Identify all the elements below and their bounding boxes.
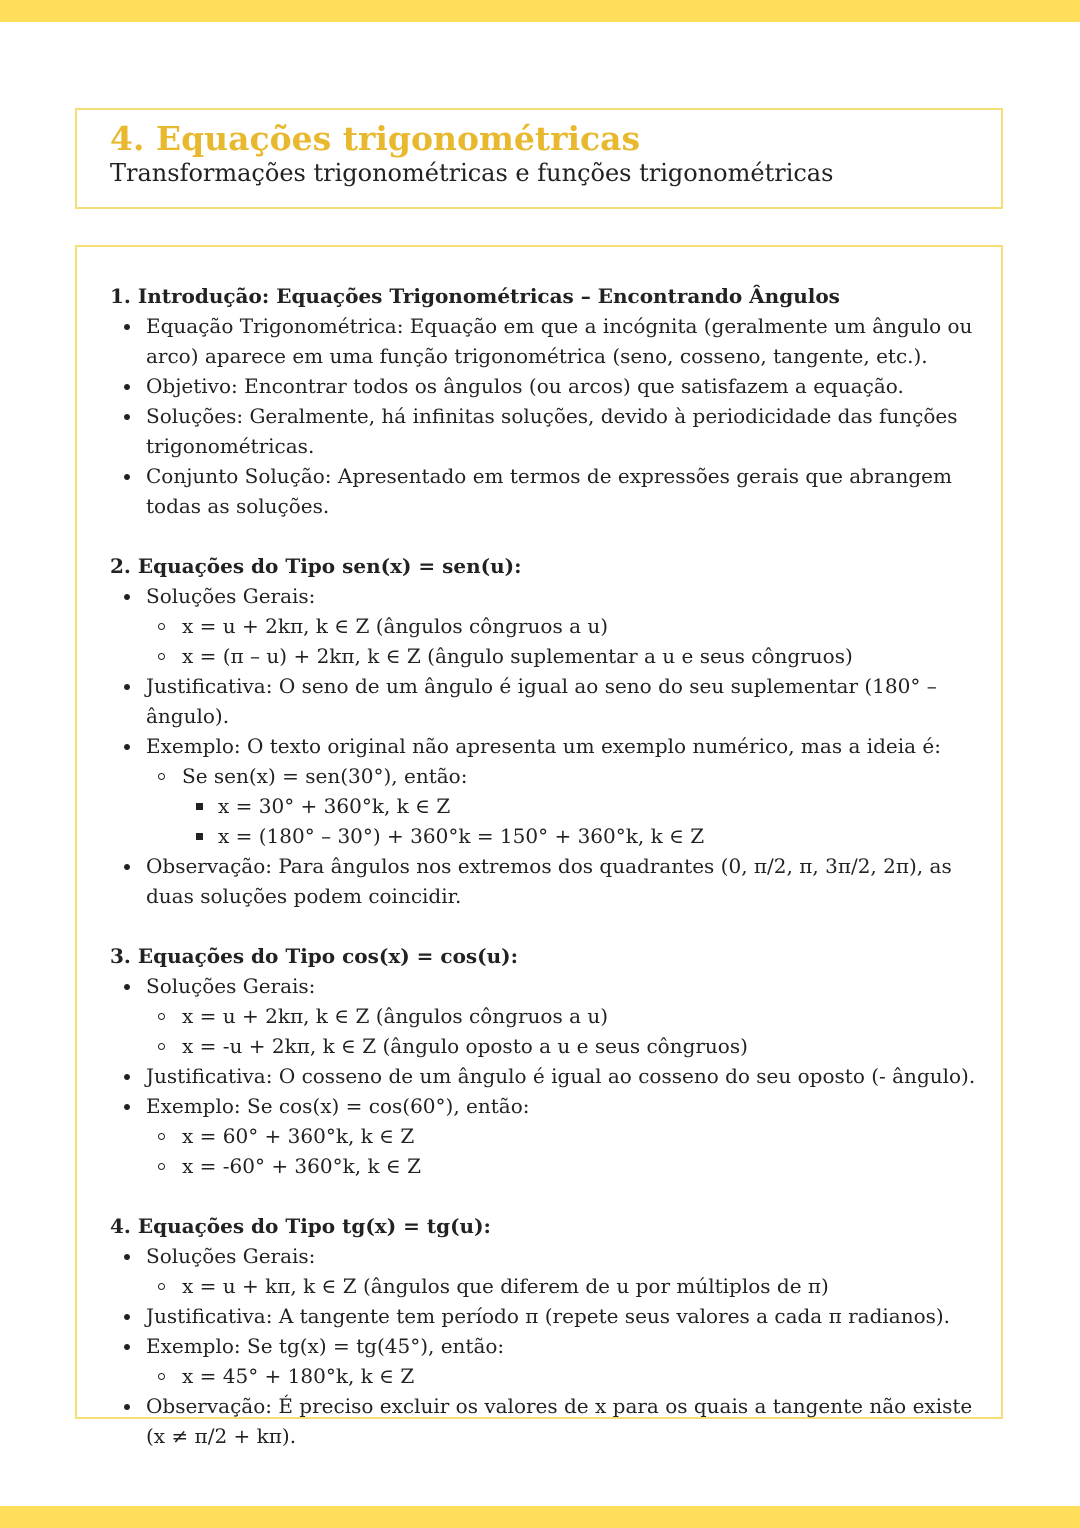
section-heading: 3. Equações do Tipo cos(x) = cos(u): [110,944,519,968]
list-item: Objetivo: Encontrar todos os ângulos (ou arcos) que satisfazem a equação. [110,371,977,401]
sub-list-item: x = u + 2kπ, k ∈ Z (ângulos côngruos a u) [146,611,977,641]
sub-sub-list-item: x = (180° – 30°) + 360°k = 150° + 360°k, k ∈ Z [182,821,977,851]
list-item: Justificativa: O seno de um ângulo é igual ao seno do seu suplementar (180° – ângulo). [110,671,977,731]
list-item-text: Soluções Gerais: [146,1244,316,1268]
section-cosine-equations [110,941,977,1181]
bullet-list [110,971,977,1181]
list-item-text: Exemplo: O texto original não apresenta um exemplo numérico, mas a ideia é: [146,734,942,758]
content-box [75,245,1003,1448]
list-item: Justificativa: O cosseno de um ângulo é igual ao cosseno do seu oposto (- ângulo). [110,1061,977,1091]
list-item [110,1241,977,1301]
sub-list [146,1271,977,1301]
sub-list-item: x = -u + 2kπ, k ∈ Z (ângulo oposto a u e seus côngruos) [146,1031,977,1061]
list-item-text: Exemplo: Se tg(x) = tg(45°), então: [146,1334,505,1358]
top-accent-bar [0,0,1080,22]
sub-list-item: x = -60° + 360°k, k ∈ Z [146,1151,977,1181]
sub-list-item: x = (π – u) + 2kπ, k ∈ Z (ângulo suplementar a u e seus côngruos) [146,641,977,671]
list-item: Conjunto Solução: Apresentado em termos de expressões gerais que abrangem todas as soluções. [110,461,977,521]
bullet-list [110,1241,977,1451]
list-item [110,581,977,671]
list-item [110,731,977,851]
section-tangent-equations [110,1211,977,1451]
list-item [110,1091,977,1181]
sub-list-item: x = u + kπ, k ∈ Z (ângulos que diferem de u por múltiplos de π) [146,1271,977,1301]
list-item: Soluções: Geralmente, há infinitas soluções, devido à periodicidade das funções trigonométricas. [110,401,977,461]
list-item-text: Soluções Gerais: [146,974,316,998]
list-item [110,971,977,1061]
section-sine-equations [110,551,977,911]
section-heading: 1. Introdução: Equações Trigonométricas – Encontrando Ângulos [110,284,840,308]
sub-list-item: x = 45° + 180°k, k ∈ Z [146,1361,977,1391]
list-item [110,1331,977,1391]
title-box [75,108,1003,209]
sub-list-item [146,761,977,851]
sub-list [146,1121,977,1181]
sub-list [146,1361,977,1391]
section-heading: 2. Equações do Tipo sen(x) = sen(u): [110,554,522,578]
sub-list-item: x = u + 2kπ, k ∈ Z (ângulos côngruos a u) [146,1001,977,1031]
section-introduction [110,281,977,521]
section-heading: 4. Equações do Tipo tg(x) = tg(u): [110,1214,491,1238]
list-item-text: Soluções Gerais: [146,584,316,608]
sub-list-item: x = 60° + 360°k, k ∈ Z [146,1121,977,1151]
list-item-text: Exemplo: Se cos(x) = cos(60°), então: [146,1094,530,1118]
page-title: 4. Equações trigonométricas [110,119,641,158]
list-item: Justificativa: A tangente tem período π (repete seus valores a cada π radianos). [110,1301,977,1331]
bullet-list [110,311,977,521]
sub-list [146,761,977,851]
page-subtitle: Transformações trigonométricas e funções trigonométricas [110,159,834,187]
bottom-accent-bar [0,1506,1080,1528]
list-item: Observação: Para ângulos nos extremos dos quadrantes (0, π/2, π, 3π/2, 2π), as duas soluções podem coincidir. [110,851,977,911]
sub-list-item-text: Se sen(x) = sen(30°), então: [182,764,468,788]
sub-list [146,611,977,671]
bullet-list [110,581,977,911]
list-item: Equação Trigonométrica: Equação em que a incógnita (geralmente um ângulo ou arco) aparece em uma função trigonométrica (seno, cosseno, tangente, etc.). [110,311,977,371]
list-item: Observação: É preciso excluir os valores de x para os quais a tangente não existe (x ≠ π/2 + kπ). [110,1391,977,1451]
sub-sub-list-item: x = 30° + 360°k, k ∈ Z [182,791,977,821]
sub-sub-list [182,791,977,851]
sub-list [146,1001,977,1061]
